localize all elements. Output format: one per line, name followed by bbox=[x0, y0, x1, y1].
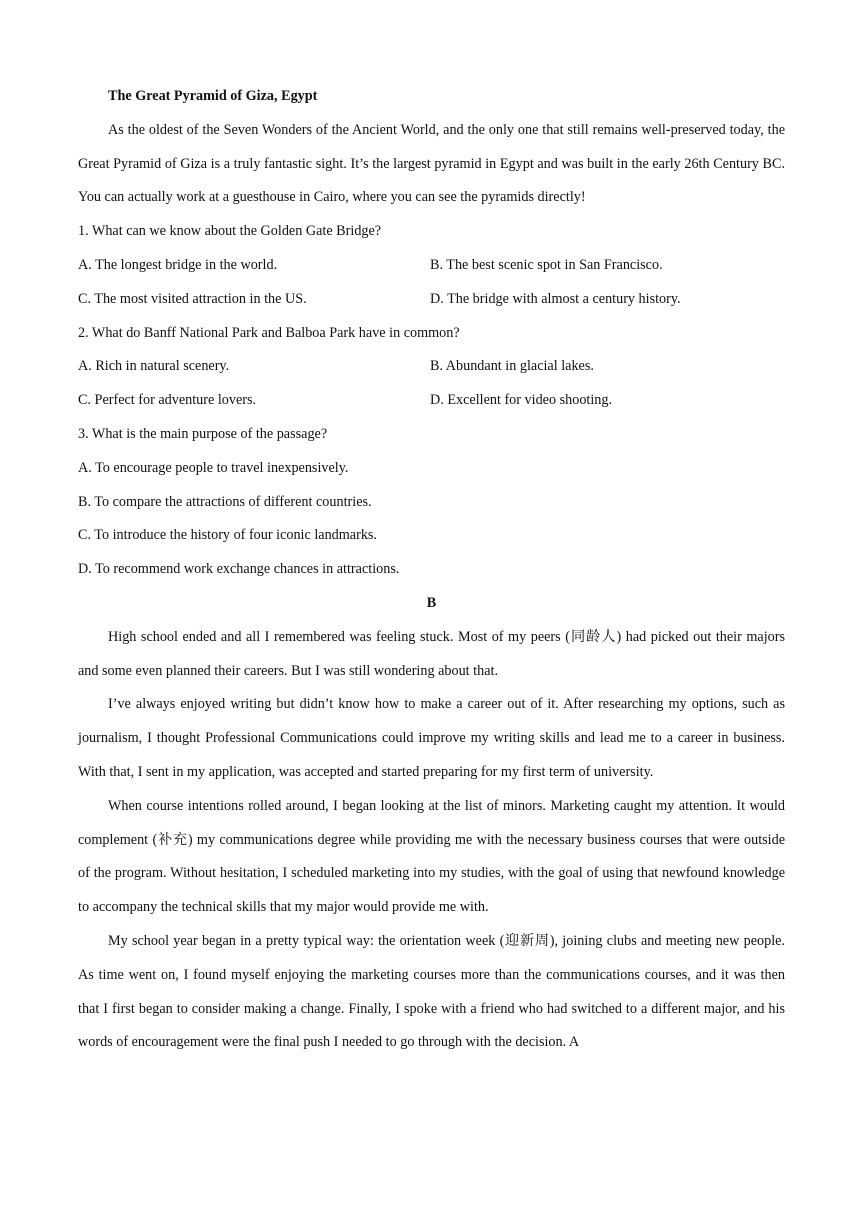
option-b: B. The best scenic spot in San Francisco. bbox=[430, 256, 663, 273]
option-d: D. To recommend work exchange chances in attractions. bbox=[78, 561, 400, 578]
option-b: B. To compare the attractions of different countries. bbox=[78, 493, 372, 510]
passage-paragraph: High school ended and all I remembered was feeling stuck. Most of my peers (同龄人) had picked out their majors and some even planned their careers. But I was still wondering about that. bbox=[78, 628, 785, 679]
option-a: A. Rich in natural scenery. bbox=[78, 358, 230, 375]
question-stem: 3. What is the main purpose of the passage? bbox=[78, 425, 328, 442]
option-c: C. The most visited attraction in the US. bbox=[78, 290, 307, 307]
passage-label: B bbox=[426, 594, 437, 611]
question-stem: 2. What do Banff National Park and Balboa Park have in common? bbox=[78, 324, 460, 341]
passage-paragraph: I’ve always enjoyed writing but didn’t know how to make a career out of it. After researching my options, such as journalism, I thought Professional Communications could improve my writing skills and lead me to a career in business. With that, I sent in my application, was accepted and started preparing for my first term of university. bbox=[78, 696, 785, 780]
option-a: A. To encourage people to travel inexpensively. bbox=[78, 459, 349, 476]
question-2 bbox=[78, 317, 785, 418]
option-c: C. To introduce the history of four iconic landmarks. bbox=[78, 527, 377, 544]
section-heading: The Great Pyramid of Giza, Egypt bbox=[108, 88, 318, 104]
passage-paragraph: My school year began in a pretty typical way: the orientation week (迎新周), joining clubs and meeting new people. As time went on, I found myself enjoying the marketing courses more than the communications courses, and it was then that I first began to consider making a change. Finally, I spoke with a friend who had switched to a different major, and his words of encouragement were the final push I needed to go through with the decision. A bbox=[78, 932, 785, 1051]
option-a: A. The longest bridge in the world. bbox=[78, 256, 278, 273]
question-1 bbox=[78, 215, 785, 316]
option-b: B. Abundant in glacial lakes. bbox=[430, 358, 594, 375]
question-3 bbox=[78, 418, 785, 587]
option-c: C. Perfect for adventure lovers. bbox=[78, 392, 257, 409]
passage-paragraph: When course intentions rolled around, I began looking at the list of minors. Marketing caught my attention. It would complement (补充) my communications degree while providing me with the necessary business courses that were outside of the program. Without hesitation, I scheduled marketing into my studies, with the goal of using that newfound knowledge to accompany the technical skills that my major would provide me with. bbox=[78, 797, 785, 916]
option-d: D. Excellent for video shooting. bbox=[430, 392, 613, 409]
pyramid-paragraph: As the oldest of the Seven Wonders of the Ancient World, and the only one that still remains well-preserved today, the Great Pyramid of Giza is a truly fantastic sight. It’s the largest pyramid in Egypt and was built in the early 26th Century BC. You can actually work at a guesthouse in Cairo, where you can see the pyramids directly! bbox=[78, 121, 785, 206]
question-stem: 1. What can we know about the Golden Gate Bridge? bbox=[78, 223, 382, 240]
option-d: D. The bridge with almost a century history. bbox=[430, 290, 681, 307]
document-content bbox=[78, 80, 785, 1060]
